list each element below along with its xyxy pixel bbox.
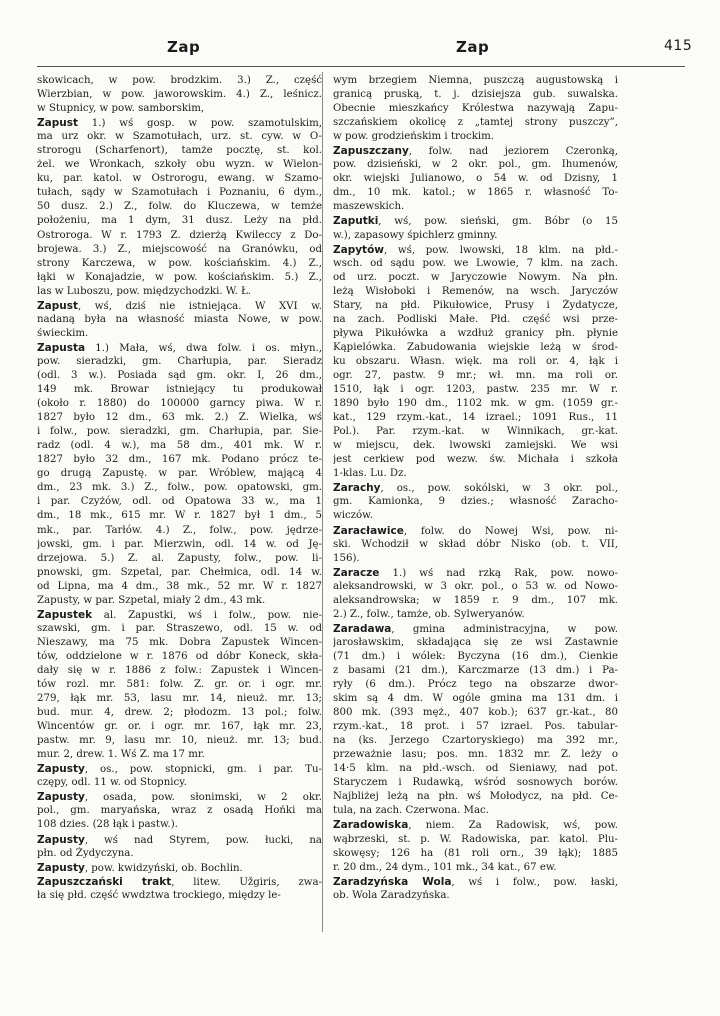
right-column-line: dm., 10 mk. katol.; w 1865 r. własność To- <box>333 187 618 199</box>
right-column-line: szczańskiem okolicę z „tamtej strony puszczy”, <box>333 117 618 129</box>
left-column-line: strorogu (Scharfenort), tamże pocztę, st. kol. <box>37 145 322 157</box>
right-column-line: gm. Kamionka, 9 dzies.; własność Zaracho- <box>333 496 618 508</box>
left-column-line: mk., par. Tarłów. 4.) Z., folw., pow. jędrze- <box>37 524 322 536</box>
left-column-line: Nieszawy, ma 75 mk. Dobra Zapustek Wincen- <box>37 636 322 648</box>
left-column-line: Zapust 1.) wś gosp. w pow. szamotulskim, <box>37 117 322 130</box>
right-column-line: Pol.). Par. rzym.-kat. w Winnikach, gr.-kat. <box>333 426 618 438</box>
column-divider <box>322 72 323 932</box>
entry-headword: Zapusta <box>37 341 86 354</box>
right-column-line: z basami (21 dm.), Karczmarze (13 dm.) i Pa- <box>333 664 618 676</box>
left-column-line: 50 dusz. 2.) Z., folw. do Kluczewa, w temże <box>37 201 322 213</box>
left-column-line: ła się płd. część wwdztwa trockiego, między le- <box>37 889 281 901</box>
right-column-line: Zapytów, wś, pow. lwowski, 18 klm. na płd.- <box>333 243 618 256</box>
left-column-line: świeckim. <box>37 327 89 339</box>
right-column-line: ski. Wchodził w skład dóbr Nisko (ob. t. VII, <box>333 538 618 550</box>
left-column-line: Wierzbian, w pow. jaworowskim. 4.) Z., leśnicz. <box>37 89 322 101</box>
right-column-line: w pow. grodzieńskim i trockim. <box>333 131 495 143</box>
entry-headword: Zapustek <box>37 608 93 621</box>
left-column-line: ma urz okr. w Szamotułach, urz. st. cyw. w O- <box>37 131 322 143</box>
left-column-line: 108 dzies. (28 łąk i pastw.). <box>37 819 178 831</box>
right-column-line: w miejscu, dek. lwowski zamiejski. We wsi <box>333 440 618 452</box>
right-column-line: Stary, na płd. Pikułowice, Prusy i Żydatycze, <box>333 299 618 311</box>
left-column-line: Zapusty, osada, pow. słonimski, w 2 okr. <box>37 791 322 804</box>
left-column-line: Zapusty, w par. Szpetal, miały 2 dm., 43 mk. <box>37 594 266 606</box>
running-head-right: Zap <box>456 38 490 56</box>
right-column-line: Zaradzyńska Wola, wś i folw., pow. łaski, <box>333 875 618 888</box>
right-column-line: Zaradawa, gmina administracyjna, w pow. <box>333 622 618 635</box>
right-column-line: jarosławskim, składająca się ze wsi Zastawnie <box>333 636 618 648</box>
left-column-line: 1827 było 12 dm., 63 mk. 2.) Z. Wielka, wś <box>37 412 322 424</box>
right-column-line: wąbrzeski, st. p. W. Radowiska, par. katol. Plu- <box>333 833 618 845</box>
left-column-line: płn. od Żydyczyna. <box>37 847 134 859</box>
left-column-line: go drugą Zapustę. w par. Wróblew, mającą 4 <box>37 468 322 480</box>
left-column-line: 1827 było 32 dm., 167 mk. Podano prócz te- <box>37 454 322 466</box>
left-column-line: Zapusty, os., pow. stopnicki, gm. i par. Tu- <box>37 763 322 776</box>
left-column-line: tułach, sądy w Szamotułach i Poznaniu, 6 dym., <box>37 187 322 199</box>
left-column-line: tów, oddzielone w r. 1876 od dóbr Koneck, skła- <box>37 650 322 662</box>
left-column-line: brojewa. 3.) Z., miejscowość na Granówku, od <box>37 243 322 255</box>
right-column-line: Zaracze 1.) wś nad rzką Rak, pow. nowo- <box>333 566 618 579</box>
entry-headword: Zapusty <box>37 833 85 846</box>
right-column-line: jest cerkiew pod wezw. św. Michała i szkoła <box>333 454 618 466</box>
entry-headword: Zaracze <box>333 566 380 579</box>
left-column-line: (około r. 1880) do 100000 garncy piwa. W r. <box>37 398 322 410</box>
right-column-line: kat., 129 rzym.-kat., 14 izrael.; 1091 Rus., 11 <box>333 412 618 424</box>
left-column-line: dm., 23 mk. 3.) Z., folw., pow. opatowski, gm. <box>37 482 322 494</box>
right-column-line: 1-klas. Lu. Dz. <box>333 468 407 480</box>
left-column-line: położeniu, ma 1 dym, 31 dusz. Leży na płd. <box>37 215 322 227</box>
left-column-line: pol., gm. maryańska, wraz z osadą Hońki ma <box>37 805 322 817</box>
right-column-line: maszewskich. <box>333 201 405 213</box>
left-column-line: od Lipna, ma 4 dm., 38 mk., 52 mr. W r. 1827 <box>37 580 322 592</box>
entry-headword: Zapytów <box>333 243 384 256</box>
right-column-line: rzym.-kat., 18 prot. i 57 izrael. Pos. tabular- <box>333 721 618 733</box>
left-column-line: las w Luboszu, pow. międzychodzki. W. Ł. <box>37 285 252 297</box>
right-column-line: 1890 było 190 dm., 1102 mk. w gm. (1059 gr.- <box>333 398 618 410</box>
right-column-line: od urz. poczt. w Jaryczowie Nowym. Na płn. <box>333 271 618 283</box>
left-column-line: dm., 18 mk., 615 mr. W r. 1827 był 1 dm., 5 <box>37 510 322 522</box>
right-column-line: Staryczem i Rudawką, wśród sosnowych borów. <box>333 777 618 789</box>
right-column-line: na (ks. Jerzego Czartoryskiego) ma 392 mr., <box>333 735 618 747</box>
left-column-line: (odl. 3 w.). Posiada sąd gm. okr. I, 26 dm., <box>37 369 322 381</box>
left-column-line: ku, par. katol. w Ostrorogu, ewang. w Szamo- <box>37 173 322 185</box>
right-column-line: Zapuszczany, folw. nad jeziorem Czeronką, <box>333 145 618 158</box>
right-column-line: Zaracławice, folw. do Nowej Wsi, pow. ni- <box>333 524 618 537</box>
left-column-line: 149 mk. Browar istniejący tu produkował <box>37 384 322 396</box>
right-column-line: przeważnie lasu; pos. mn. 1832 mr. Z. leży o <box>333 749 618 761</box>
left-column-line: Zapuszczański trakt, litew. Užgiris, zwa- <box>37 875 322 888</box>
left-column-line: Zapusta 1.) Mała, wś, dwa folw. i os. młyn., <box>37 341 322 354</box>
right-column <box>333 74 618 903</box>
entry-headword: Zarachy <box>333 482 381 495</box>
right-column-line: 156). <box>333 552 360 564</box>
right-column-line: wsch. od sądu pow. we Lwowie, 7 klm. na zach. <box>333 257 618 269</box>
header-rule <box>37 66 685 67</box>
right-column-line: ob. Wola Zaradzyńska. <box>333 889 450 901</box>
right-column-line: Kąpielówka. Zabudowania wiejskie leżą w środ- <box>333 341 618 353</box>
right-column-line: skim są 4 dm. W ogóle gmina ma 131 dm. i <box>333 693 618 705</box>
right-column-line: 14·5 klm. na płd.-wsch. od Sieniawy, nad pot. <box>333 763 618 775</box>
right-column-line: aleksandrowska; w 1859 r. 9 dm., 107 mk. <box>333 594 618 606</box>
left-column-line: Zapusty, wś nad Styrem, pow. łucki, na <box>37 833 322 846</box>
right-column-line: w.), zapasowy śpichlerz gminny. <box>333 229 498 241</box>
right-column-line: 2.) Z., folw., tamże, ob. Sylweryanów. <box>333 608 525 620</box>
right-column-line: Najbliżej leżą na płn. wś Mołodycz, na płd. Ce- <box>333 791 618 803</box>
left-column <box>37 74 322 903</box>
entry-headword: Zaputki <box>333 215 379 228</box>
right-column-line: skowęsy; 126 ha (81 roli orn., 39 łąk); 1885 <box>333 847 618 859</box>
left-column-line: strony Karczewa, w pow. kościańskim. 4.) Z., <box>37 257 322 269</box>
left-column-line: Wincentów gr. or. i ogr. mr. 167, łąk mr. 23, <box>37 721 322 733</box>
right-column-line: aleksandrowski, w 3 okr. pol., o 53 w. od Nowo- <box>333 580 618 592</box>
left-column-line: jowski, gm. i par. Mierzwin, odl. 14 w. od Ję- <box>37 538 322 550</box>
entry-headword: Zapust <box>37 117 78 130</box>
left-column-line: radz (odl. 4 w.), ma 58 dm., 401 mk. W r. <box>37 440 322 452</box>
right-column-line: pływa Pikułówka a wzdłuż granicy płn. płynie <box>333 327 618 339</box>
running-head-left: Zap <box>167 38 201 56</box>
left-column-line: tów rozl. mr. 581: folw. Z. gr. or. i ogr. mr. <box>37 679 322 691</box>
right-column-line: wym brzegiem Niemna, puszczą augustowską i <box>333 75 618 86</box>
page-number: 415 <box>664 38 693 54</box>
left-column-line: i folw., pow. sieradzki, gm. Charłupia, par. Sie- <box>37 426 322 438</box>
left-column-line: i par. Czyżów, odl. od Opatowa 33 w., ma 1 <box>37 496 322 508</box>
entry-headword: Zaradzyńska Wola <box>333 875 452 888</box>
left-column-line: łąki w Konajadzie, w pow. kościańskim. 5.) Z., <box>37 271 322 283</box>
left-column-line: skowicach, w pow. brodzkim. 3.) Z., część <box>37 75 322 86</box>
left-column-line: Zapustek al. Zapustki, wś i folw., pow. nie- <box>37 608 322 621</box>
left-column-line: Zapust, wś, dziś nie istniejąca. W XVI w. <box>37 299 322 312</box>
left-column-line: szawski, gm. i par. Straszewo, odl. 15 w. od <box>37 622 322 634</box>
right-column-line: ogr. 27, pastw. 9 mr.; wł. mn. ma roli or. <box>333 369 618 381</box>
entry-headword: Zapuszczany <box>333 145 409 158</box>
right-column-line: 800 mk. (393 męż., 407 kob.); 637 gr.-kat., 80 <box>333 707 618 719</box>
right-column-line: Zarachy, os., pow. sokólski, w 3 okr. pol., <box>333 482 618 495</box>
left-column-line: pnowski, gm. Szpetal, par. Chełmica, odl. 14 w. <box>37 566 322 578</box>
entry-headword: Zapusty <box>37 763 85 776</box>
left-column-line: w Stupnicy, w pow. samborskim, <box>37 103 205 115</box>
left-column-line: mur. 2, drew. 1. Wś Z. ma 17 mr. <box>37 749 205 761</box>
left-column-line: pow. sieradzki, gm. Charłupia, par. Sieradz <box>37 355 322 367</box>
left-column-line: drzejowa. 5.) Z. al. Zapusty, folw., pow. li- <box>37 552 322 564</box>
left-column-line: bud. mur. 4, drew. 2; płodozm. 13 pol.; folw. <box>37 707 322 719</box>
left-column-line: dały się w r. 1886 z folw.: Zapustek i Wincen- <box>37 664 322 676</box>
left-column-line: 279, łąk mr. 53, lasu mr. 14, nieuż. mr. 13; <box>37 693 322 705</box>
left-column-line: czępy, odl. 11 w. od Stopnicy. <box>37 777 187 789</box>
entry-headword: Zaradowiska <box>333 819 409 832</box>
right-column-line: ku obszaru. Własn. więk. ma roli or. 4, łąk i <box>333 355 618 367</box>
left-column-line: Ostroroga. W r. 1793 Z. dzierżą Kwileccy z Do- <box>37 229 322 241</box>
entry-headword: Zapusty <box>37 861 85 874</box>
entry-headword: Zapusty <box>37 791 85 804</box>
right-column-line: pow. dzisieński, w 2 okr. pol., gm. Ihumenów, <box>333 159 618 171</box>
right-column-line: 1510, łąk i ogr. 1203, pastw. 235 mr. W r. <box>333 384 618 396</box>
right-column-line: leżą Wisłoboki i Remenów, na wsch. Jaryczów <box>333 285 618 297</box>
right-column-line: r. 20 dm., 24 dym., 101 mk., 34 kat., 67 ew. <box>333 861 557 873</box>
entry-headword: Zaracławice <box>333 524 404 537</box>
right-column-line: na zach. Podliski Małe. Płd. część wsi prze- <box>333 313 618 325</box>
left-column-line: Zapusty, pow. kwidzyński, ob. Bochlin. <box>37 861 243 874</box>
right-column-line: (71 dm.) i wólek: Byczyna (16 dm.), Cienkie <box>333 650 618 662</box>
right-column-line: wiczów. <box>333 510 373 522</box>
right-column-line: Zaradowiska, niem. Za Radowisk, wś, pow. <box>333 819 618 832</box>
left-column-line: żel. we Wronkach, szkoły obu wyzn. w Wielon- <box>37 159 322 171</box>
entry-headword: Zapuszczański trakt <box>37 875 172 888</box>
left-column-line: pastw. mr. 9, lasu mr. 10, nieuż. mr. 13; bud. <box>37 735 322 747</box>
right-column-line: okr. wiejski Julianowo, o 54 w. od Dzisny, 1 <box>333 173 618 185</box>
right-column-line: Zaputki, wś, pow. sieński, gm. Bóbr (o 15 <box>333 215 618 228</box>
left-column-line: nadaną była na własność miasta Nowe, w pow. <box>37 313 322 325</box>
entry-headword: Zaradawa <box>333 622 392 635</box>
right-column-line: ryły (6 dm.). Prócz tego na obszarze dwor- <box>333 679 618 691</box>
right-column-line: tula, na zach. Czerwona. Mac. <box>333 805 489 817</box>
right-column-line: granicą pruską, t. j. dzisiejsza gub. suwalska. <box>333 89 618 101</box>
right-column-line: Obecnie mieszkańcy Królestwa nazywają Zapu- <box>333 103 618 115</box>
entry-headword: Zapust <box>37 299 78 312</box>
